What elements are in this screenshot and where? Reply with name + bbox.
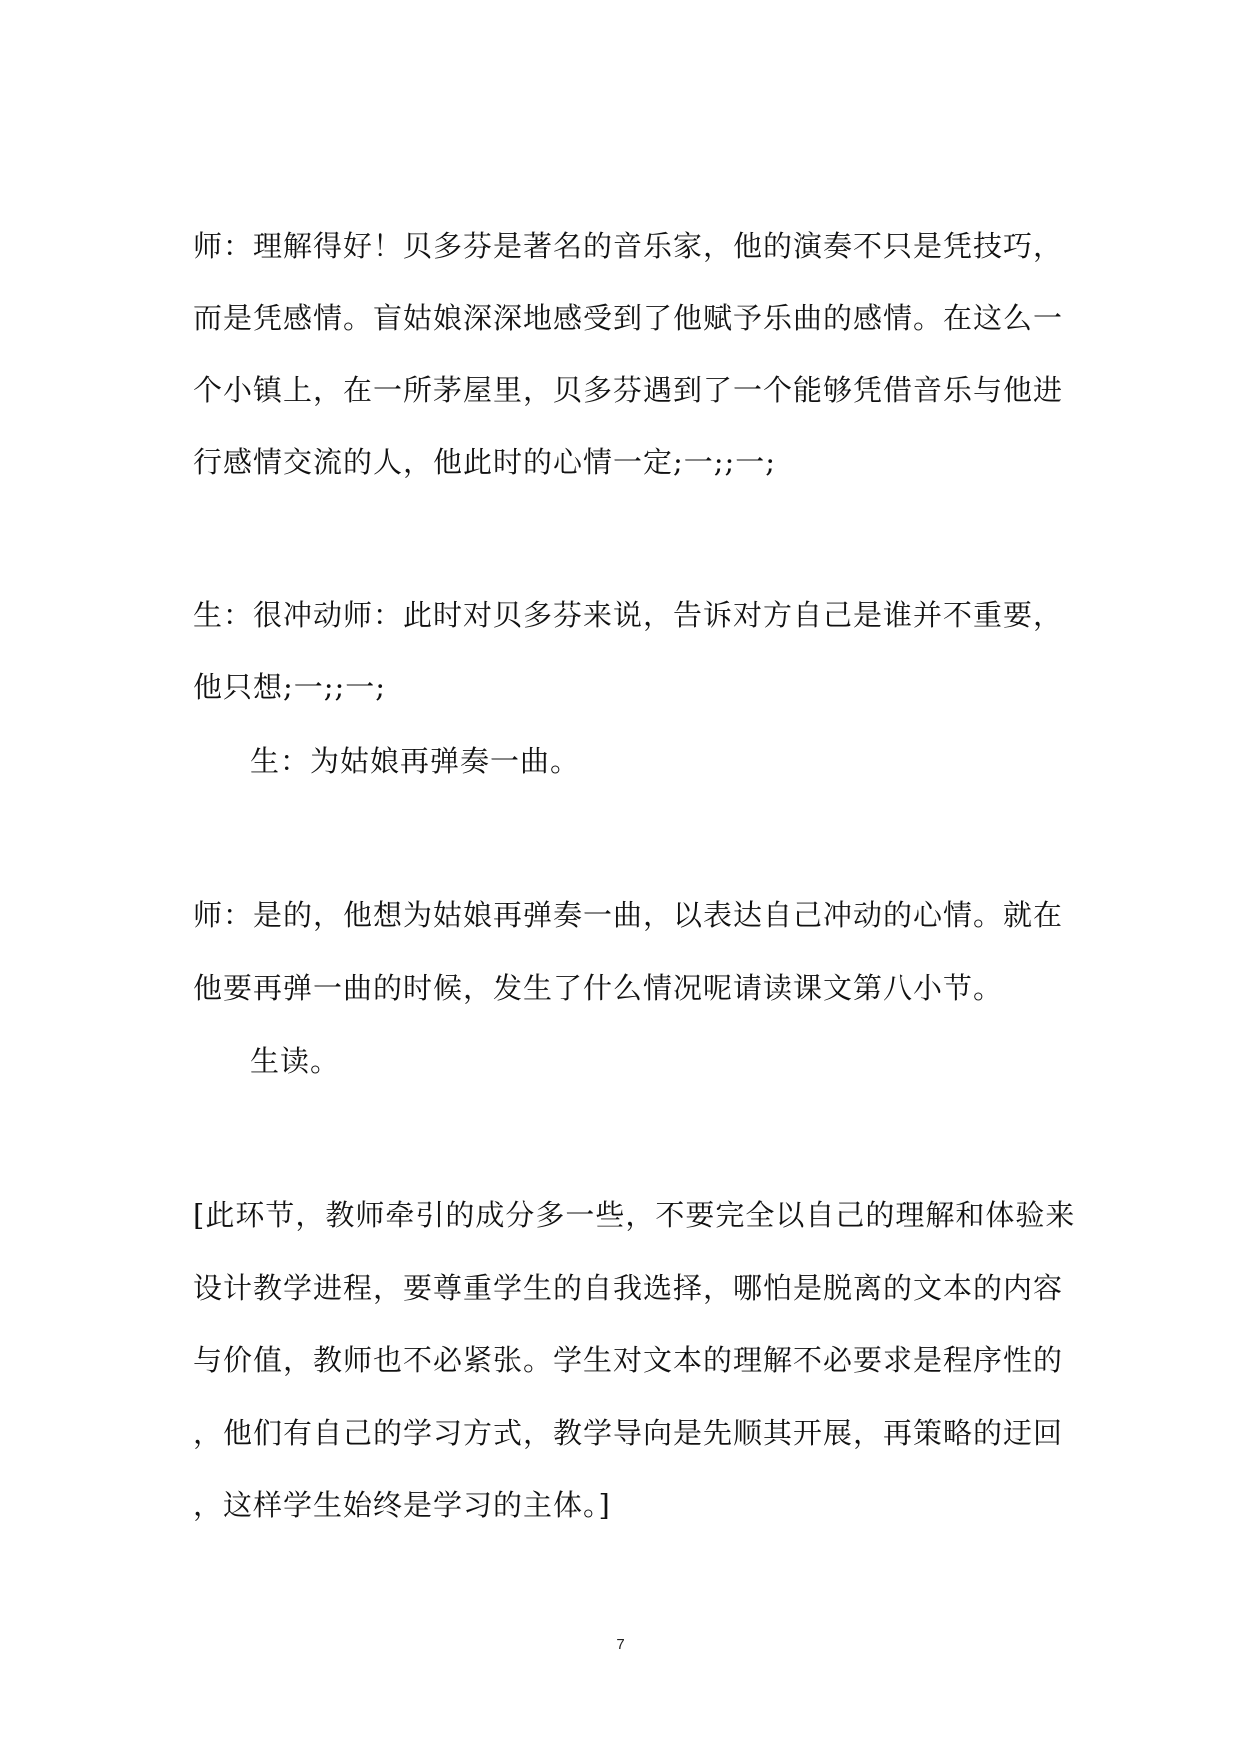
paragraph-1-line-4: 行感情交流的人，他此时的心情一定;一;;一; — [193, 445, 777, 479]
paragraph-2-line-1: 生：很冲动师：此时对贝多芬来说，告诉对方自己是谁并不重要， — [193, 598, 1064, 632]
paragraph-6-line-3: 与价值，教师也不必紧张。学生对文本的理解不必要求是程序性的 — [193, 1343, 1064, 1377]
paragraph-6-line-2: 设计教学进程，要尊重学生的自我选择，哪怕是脱离的文本的内容 — [193, 1271, 1064, 1305]
paragraph-6-line-4: ，他们有自己的学习方式，教学导向是先顺其开展，再策略的迂回 — [193, 1416, 1064, 1450]
paragraph-2-line-2: 他只想;一;;一; — [193, 670, 387, 704]
paragraph-1-line-2: 而是凭感情。盲姑娘深深地感受到了他赋予乐曲的感情。在这么一 — [193, 301, 1064, 335]
paragraph-6-line-1: [此环节，教师牵引的成分多一些，不要完全以自己的理解和体验来 — [193, 1198, 1076, 1232]
paragraph-5-line-1: 生读。 — [250, 1044, 341, 1078]
paragraph-3-line-1: 生：为姑娘再弹奏一曲。 — [250, 744, 581, 778]
page-number: 7 — [616, 1636, 625, 1653]
paragraph-1-line-1: 师：理解得好！贝多芬是著名的音乐家，他的演奏不只是凭技巧， — [193, 229, 1064, 263]
paragraph-6-line-5: ，这样学生始终是学习的主体。] — [193, 1488, 611, 1522]
paragraph-1-line-3: 个小镇上，在一所茅屋里，贝多芬遇到了一个能够凭借音乐与他进 — [193, 373, 1064, 407]
paragraph-4-line-1: 师：是的，他想为姑娘再弹奏一曲，以表达自己冲动的心情。就在 — [193, 898, 1064, 932]
paragraph-4-line-2: 他要再弹一曲的时候，发生了什么情况呢请读课文第八小节。 — [193, 971, 1004, 1005]
